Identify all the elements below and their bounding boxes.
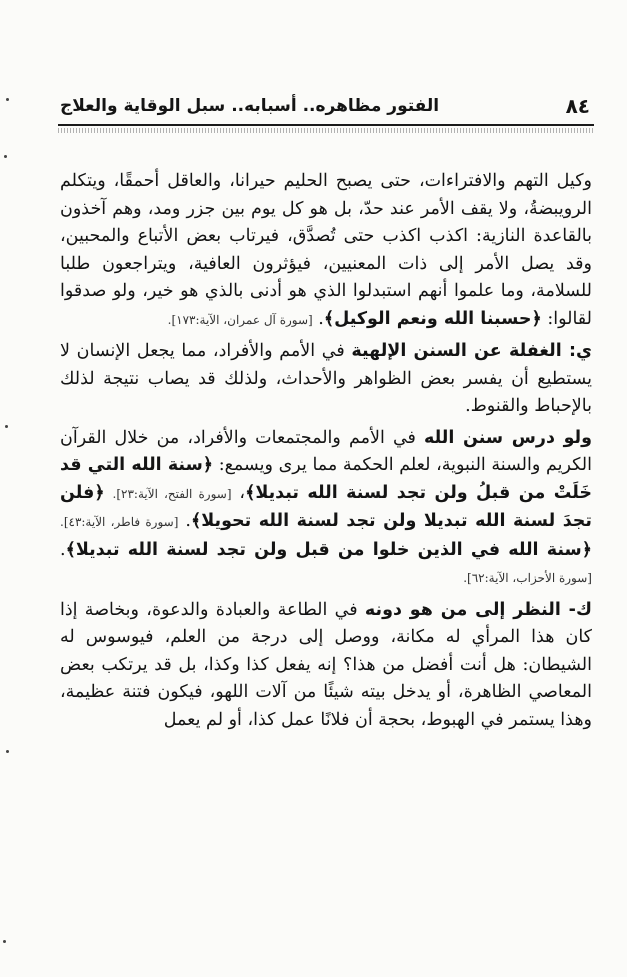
- text-run: [105, 483, 113, 503]
- margin-mark: [6, 750, 9, 753]
- text-run: .: [178, 511, 191, 531]
- citation: [سورة آل عمران، الآية:١٧٣].: [167, 312, 313, 327]
- emphasis-text: ﴿سنة الله التي قد خَلَتْ من قبلُ ولن تجد لسنة الله تبديلا﴾: [60, 455, 592, 503]
- emphasis-text: ولو درس سنن الله: [424, 427, 592, 448]
- body-text: [60, 168, 592, 734]
- citation: [سورة الفتح، الآية:٢٣].: [112, 486, 232, 501]
- text-run: وكيل التهم والافتراءات، حتى يصبح الحليم حيرانا، والعاقل أحمقًا، ويتكلم الرويبضةُ، ولا يقف الأمر عند حدّ، بل هو كل يوم بين جزر ومد، وهم آخذون بالقاعدة النازية: اكذب اكذب حتى تُصدَّق، فيرتاب بعض الأتباع والمحبين، وقد يصل الأمر إلى ذات المعنيين، فيؤثرون العافية، ويتراجعون طلبا للسلامة، وما علموا أنهم استبدلوا الذي هو أدنى بالذي هو خير، ولو صدقوا لقالوا:: [60, 171, 592, 329]
- emphasis-text: ك- النظر إلى من هو دونه: [364, 599, 592, 620]
- margin-mark: [3, 940, 6, 943]
- paragraph: [60, 338, 592, 421]
- paragraph: [60, 168, 592, 334]
- emphasis-text: ﴿حسبنا الله ونعم الوكيل﴾: [323, 308, 542, 329]
- running-header: [58, 88, 594, 128]
- paragraph: [60, 597, 592, 735]
- margin-mark: [6, 98, 9, 101]
- margin-mark: [5, 425, 8, 428]
- emphasis-text: ﴿سنة الله في الذين خلوا من قبل ولن تجد لسنة الله تبديلا﴾: [65, 539, 592, 560]
- page-number: ٨٤: [565, 94, 590, 118]
- text-run: في الأمم والأفراد، مما يجعل الإنسان لا يستطيع أن يفسر بعض الظواهر والأحداث، ولذلك قد يصاب نتيجة لذلك بالإحباط والقنوط.: [60, 341, 593, 416]
- text-run: في الأمم والمجتمعات والأفراد، من خلال القرآن الكريم والسنة النبوية، لعلم الحكمة مما يرى ويسمع:: [60, 427, 592, 475]
- text-run: .: [60, 539, 66, 560]
- header-rule: [58, 124, 594, 126]
- running-title: الفتور مظاهره.. أسبابه.. سبل الوقاية والعلاج: [60, 96, 440, 116]
- margin-mark: [4, 155, 7, 158]
- citation: [سورة فاطر، الآية:٤٣].: [60, 515, 179, 529]
- text-run: .: [312, 308, 324, 329]
- citation: [سورة الأحزاب، الآية:٦٢].: [463, 571, 592, 585]
- paragraph: [60, 425, 592, 593]
- text-run: في الطاعة والعبادة والدعوة، وبخاصة إذا كان هذا المرأي له مكانة، ووصل إلى درجة من العلم، فيوسوس له الشيطان: هل أنت أفضل من هذا؟ إنه يفعل كذا وكذا، بل قد يرتكب بعض المعاصي الظاهرة، أو يدخل بيته شيئًا من آلات اللهو، فيكون فتنة عظيمة، وهذا يستمر في الهبوط، بحجة أن فلانًا عمل كذا، أو لم يعمل: [60, 599, 592, 730]
- text-run: ،: [231, 482, 246, 503]
- emphasis-text: ي: الغفلة عن السنن الإلهية: [351, 341, 593, 361]
- emphasis-text: ﴿فلن تجدَ لسنة الله تبديلا ولن تجد لسنة الله تحويلا﴾: [60, 482, 592, 531]
- header-ornament: [58, 128, 594, 133]
